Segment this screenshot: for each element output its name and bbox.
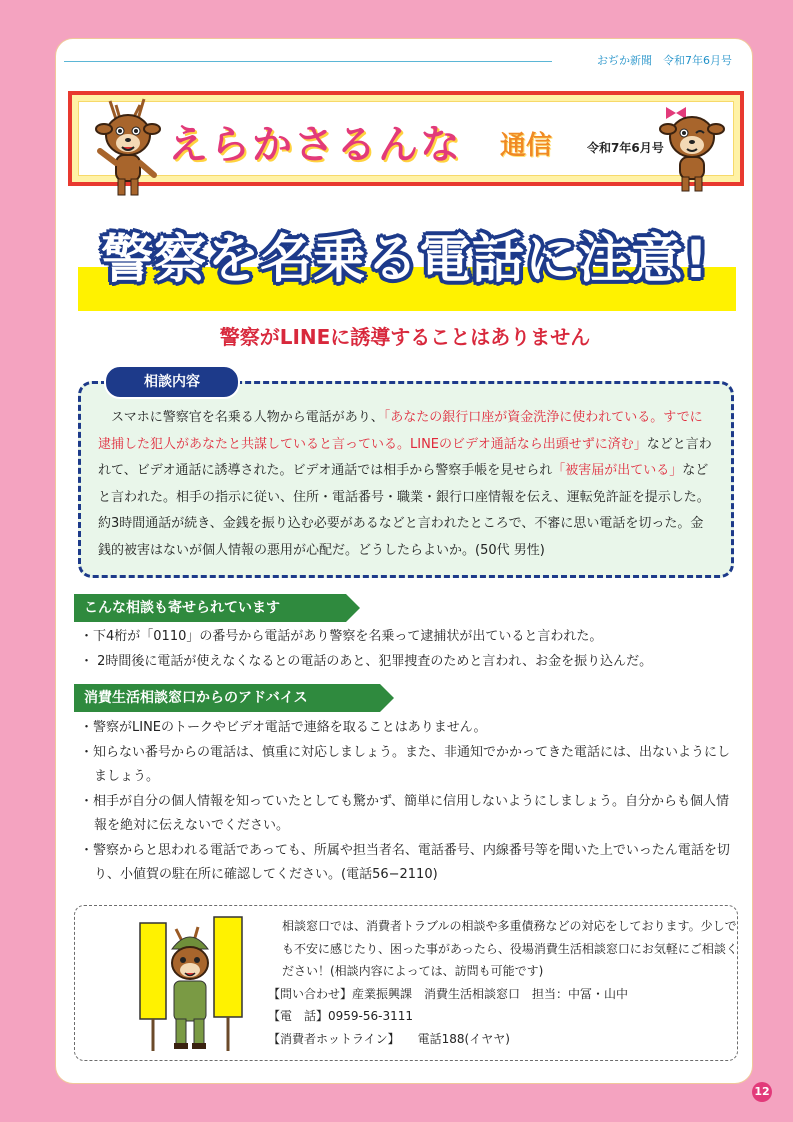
list-item: ・知らない番号からの電話は、慎重に対応しましょう。また、非通知でかかってきた電話には、出ないようにしましょう。 — [80, 744, 731, 784]
list-item: ・ 2時間後に電話が使えなくなるとの電話のあと、犯罪捜査のためと言われ、お金を振り込んだ。 — [80, 653, 653, 669]
page-number: 12 — [752, 1082, 772, 1102]
consultation-tag: 相談内容 — [104, 365, 240, 399]
contact-hotline: 【消費者ホットライン】 電話188(イヤヤ) — [268, 1031, 510, 1046]
top-rule — [64, 61, 552, 62]
list-item: ・警察からと思われる電話であっても、所属や担当者名、電話番号、内線番号等を聞いた上でいったん電話を切り、小値賀の駐在所に確認してください。(電話56−2110) — [80, 842, 730, 882]
deer-mascot-left-icon — [90, 91, 170, 201]
consult-part-3: などと言われた。相手の指示に従い、住所・電話番号・職業・銀行口座情報を伝え、運転免許証を提示した。約3時間通話が続き、金銭を振り込む必要があるなどと言われたところで、不審に思い電話を切った。金銭的被害はないが個人情報の悪用が心配だ。どうしたらよいか。(50代 男性) — [98, 463, 710, 558]
consult-part-1: スマホに警察官を名乗る人物から電話があり、 — [98, 410, 384, 425]
list-item: ・下4桁が「0110」の番号から電話があり警察を名乗って逮捕状が出ていると言われた。 — [80, 629, 603, 644]
section-advice-header: 消費生活相談窓口からのアドバイス — [74, 684, 380, 712]
contact-department: 【問い合わせ】産業振興課 消費生活相談窓口 担当：中冨・山中 — [268, 986, 629, 1001]
consult-quote-2: 「被害届が出ている」 — [552, 463, 683, 478]
contact-phone: 【電 話】0959-56-3111 — [268, 1009, 414, 1023]
headline: 警察を名乗る電話に注意! — [101, 230, 709, 290]
banner-date: 令和7年6月号 — [587, 141, 664, 155]
advice-list — [78, 716, 738, 888]
consult-part-2: などと言われて、ビデオ通話に誘導された。ビデオ通話では相手から警察手帳を見せられ — [98, 436, 712, 478]
contact-info — [268, 915, 738, 1050]
masthead: おぢか新聞 令和7年6月号 — [597, 54, 732, 67]
list-item: ・相手が自分の個人情報を知っていたとしても驚かず、簡単に信用しないようにしましょう。自分からも個人情報を絶対に伝えないでください。 — [80, 793, 729, 833]
newsletter-page — [55, 38, 753, 1084]
deer-mascot-right-icon — [652, 99, 732, 199]
contact-intro: 相談窓口では、消費者トラブルの相談や多重債務などの対応をしております。少しでも不安に感じたり、困った事があったら、役場消費生活相談窓口にお気軽にご相談ください！(相談内容によっては、訪問も可能です) — [282, 919, 738, 978]
banner-title: えらかさるんな — [168, 122, 462, 168]
section-similar-cases-header: こんな相談も寄せられています — [74, 594, 346, 622]
subheadline: 警察がLINEに誘導することはありません — [219, 325, 591, 349]
consultation-text — [98, 405, 714, 564]
similar-cases-list — [78, 625, 738, 674]
consult-quote-1: 「あなたの銀行口座が資金洗浄に使われている。すでに逮捕した犯人があなたと共謀していると言っている。LINEのビデオ通話なら出頭せずに済む」 — [98, 410, 703, 452]
deer-mascot-with-sign-icon — [136, 915, 246, 1055]
banner-subtitle: 通信 — [500, 131, 553, 161]
list-item: ・警察がLINEのトークやビデオ電話で連絡を取ることはありません。 — [80, 720, 487, 735]
